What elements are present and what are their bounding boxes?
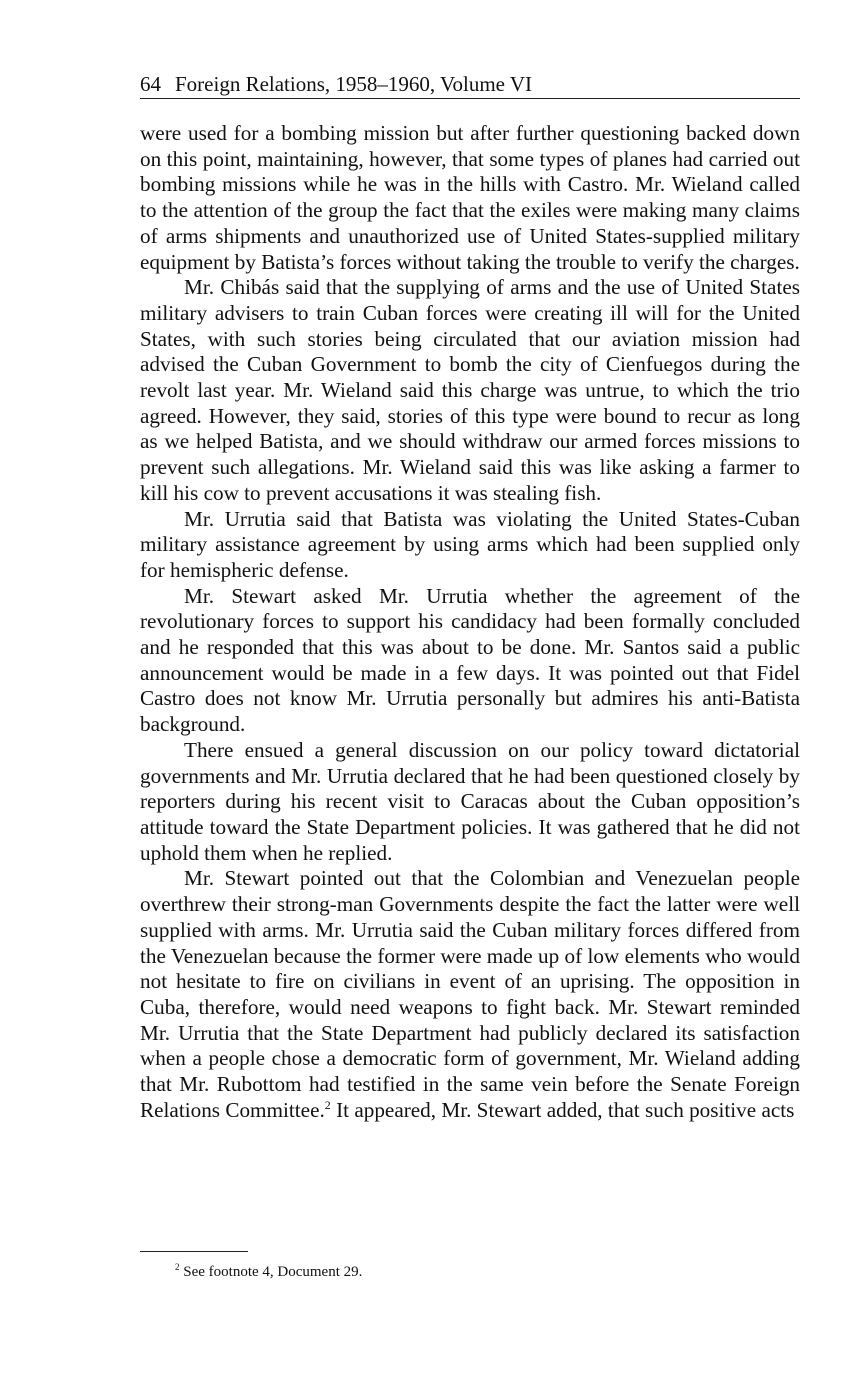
paragraph-with-footnote <box>140 866 800 1123</box>
footnote-number: 2 <box>175 1262 180 1272</box>
running-header <box>140 72 800 99</box>
paragraph: Mr. Urrutia said that Batista was violating the United States-Cuban military assistance agreement by using arms which had been supplied only for hemispheric defense. <box>140 506 800 582</box>
paragraph-text: Mr. Stewart pointed out that the Colombian and Venezuelan people overthrew their strong-man Governments despite the fact the latter were well supplied with arms. Mr. Urrutia said the Cuban military forces differed from the Venezuelan because the former were made up of low elements who would not hesitate to fire on civilians in event of an uprising. The opposition in Cuba, therefore, would need weapons to fight back. Mr. Stewart reminded Mr. Urrutia that the State Department had publicly declared its satisfaction when a people chose a democratic form of government, Mr. Wieland adding that Mr. Rubottom had testified in the same vein before the Senate Foreign Relations Committee. <box>140 866 800 1122</box>
main-text <box>140 121 800 1123</box>
paragraph: Mr. Stewart asked Mr. Urrutia whether the agreement of the revolutionary forces to support his candidacy had been formally concluded and he responded that this was about to be done. Mr. Santos said a public announcement would be made in a few days. It was pointed out that Fidel Castro does not know Mr. Urrutia personally but admires his anti-Batista background. <box>140 583 800 737</box>
running-title: Foreign Relations, 1958–1960, Volume VI <box>175 72 532 96</box>
footnote-divider <box>140 1251 248 1252</box>
footnote-reference[interactable]: 2 <box>324 1097 331 1112</box>
page-number: 64 <box>140 72 161 96</box>
paragraph-text-continued: It appeared, Mr. Stewart added, that such positive acts <box>330 1097 795 1122</box>
footnote <box>175 1263 362 1281</box>
paragraph-continued: were used for a bombing mission but after further questioning backed down on this point, maintaining, however, that some types of planes had carried out bombing missions while he was in the hills with Castro. Mr. Wieland called to the attention of the group the fact that the exiles were making many claims of arms shipments and unauthorized use of United States-supplied military equipment by Batista’s forces without taking the trouble to verify the charges. <box>140 121 800 274</box>
paragraph: There ensued a general discussion on our policy toward dictatorial governments and Mr. Urrutia declared that he had been questioned closely by reporters during his recent visit to Caracas about the Cuban opposition’s attitude toward the State Department policies. It was gathered that he did not uphold them when he replied. <box>140 737 800 865</box>
paragraph: Mr. Chibás said that the supplying of arms and the use of United States military advisers to train Cuban forces were creating ill will for the United States, with such stories being circulated that our aviation mission had advised the Cuban Government to bomb the city of Cienfuegos during the revolt last year. Mr. Wieland said this charge was untrue, to which the trio agreed. However, they said, stories of this type were bound to recur as long as we helped Batista, and we should withdraw our armed forces missions to prevent such allegations. Mr. Wieland said this was like asking a farmer to kill his cow to prevent accusations it was stealing fish. <box>140 275 800 505</box>
footnote-text: See footnote 4, Document 29. <box>183 1264 363 1280</box>
